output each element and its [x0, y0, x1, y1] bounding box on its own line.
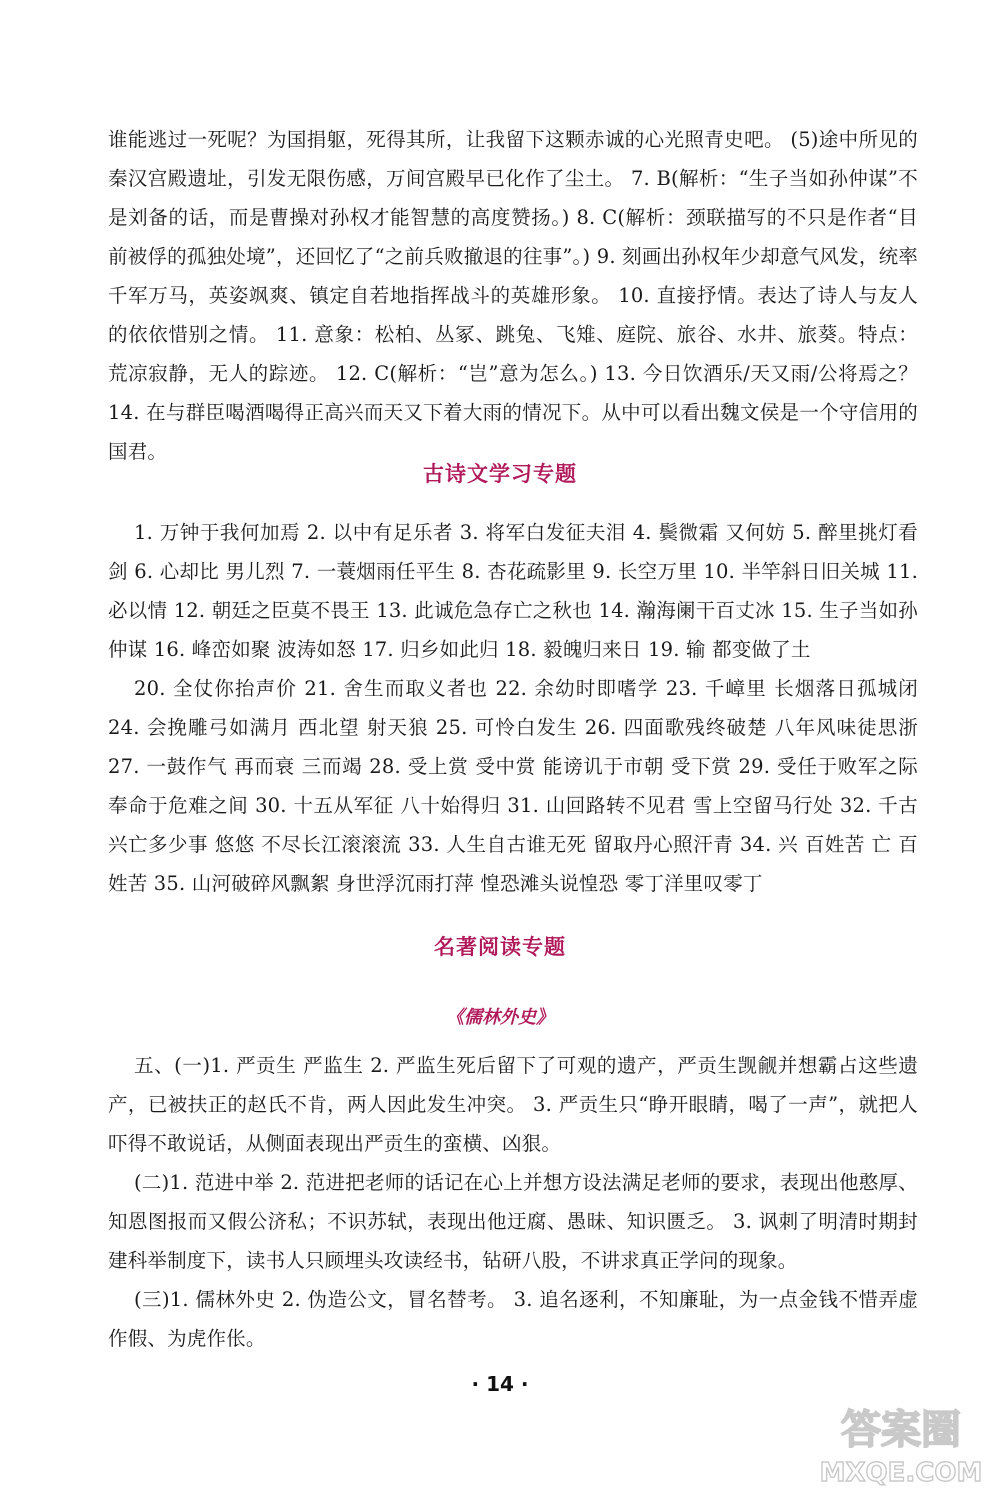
answer-paragraph: (二)1. 范进中举 2. 范进把老师的话记在心上并想方设法满足老师的要求，表现出他憨厚、知恩图报而又假公济私；不识苏轼，表现出他迂腐、愚昧、知识匮乏。 3. 讽刺了明清时期封建科举制度下，读书人只顾埋头攻读经书，钻研八股，不讲求真正学问的现象。 [108, 1171, 918, 1272]
book-title: 《儒林外史》 [446, 1007, 554, 1028]
answer-paragraph: 20. 全仗你抬声价 21. 舍生而取义者也 22. 余幼时即嗜学 23. 千嶂里 长烟落日孤城闭 24. 会挽雕弓如满月 西北望 射天狼 25. 可怜白发生 26. 四面歌残终破楚 八年风味徒思浙 27. 一鼓作气 再而衰 三而竭 28. 受上赏 受中赏 能谤讥于市朝 受下赏 29. 受任于败军之际 奉命于危难之间 30. 十五从军征 八十始得归 31. 山回路转不见君 雪上空留马行处 32. 千古兴亡多少事 悠悠 不尽长江滚滚流 33. 人生自古谁无死 留取丹心照汗青 34. 兴 百姓苦 亡 百姓苦 35. 山河破碎风飘絮 身世浮沉雨打萍 惶恐滩头说惶恐 零丁洋里叹零丁 [108, 677, 918, 895]
page-number: · 14 · [471, 1372, 529, 1396]
section-title-classics-reading: 名著阅读专题 [434, 935, 566, 959]
ancient-poetry-answers [108, 513, 918, 903]
answer-paragraph: 五、(一)1. 严贡生 严监生 2. 严监生死后留下了可观的遗产，严贡生觊觎并想霸占这些遗产，已被扶正的赵氏不肯，两人因此发生冲突。 3. 严贡生只“睁开眼睛，喝了一声”，就把人吓得不敢说话，从侧面表现出严贡生的蛮横、凶狠。 [108, 1054, 918, 1155]
watermark-text: 答案圈 [841, 1407, 961, 1453]
watermark-logo [816, 1401, 986, 1491]
answer-paragraph: 1. 万钟于我何加焉 2. 以中有足乐者 3. 将军白发征夫泪 4. 鬓微霜 又何妨 5. 醉里挑灯看剑 6. 心却比 男儿烈 7. 一蓑烟雨任平生 8. 杏花疏影里 9. 长空万里 10. 半竿斜日旧关城 11. 必以情 12. 朝廷之臣莫不畏王 13. 此诚危急存亡之秋也 14. 瀚海阑干百丈冰 15. 生子当如孙仲谋 16. 峰峦如聚 波涛如怒 17. 归乡如此归 18. 毅魄归来日 19. 输 都变做了土 [108, 521, 918, 661]
answers-continued [108, 120, 918, 471]
classics-answers [108, 1046, 918, 1358]
section-title-ancient-poetry: 古诗文学习专题 [423, 462, 577, 486]
answer-paragraph: (三)1. 儒林外史 2. 伪造公文，冒名替考。 3. 追名逐利，不知廉耻，为一点金钱不惜弄虚作假、为虎作伥。 [108, 1288, 918, 1350]
answer-paragraph: 谁能逃过一死呢？为国捐躯，死得其所，让我留下这颗赤诚的心光照青史吧。 (5)途中所见的秦汉宫殿遗址，引发无限伤感，万间宫殿早已化作了尘土。 7. B(解析：“生子当如孙仲谋”不是刘备的话，而是曹操对孙权才能智慧的高度赞扬。) 8. C(解析：颈联描写的不只是作者“目前被俘的孤独处境”，还回忆了“之前兵败撤退的往事”。) 9. 刻画出孙权年少却意气风发，统率千军万马，英姿飒爽、镇定自若地指挥战斗的英雄形象。 10. 直接抒情。表达了诗人与友人的依依惜别之情。 11. 意象：松柏、丛冢、跳兔、飞雉、庭院、旅谷、水井、旅葵。特点：荒凉寂静，无人的踪迹。 12. C(解析：“岂”意为怎么。) 13. 今日饮酒乐/天又雨/公将焉之？ 14. 在与群臣喝酒喝得正高兴而天又下着大雨的情况下。从中可以看出魏文侯是一个守信用的国君。 [108, 128, 918, 463]
watermark-url: MXQE.COM [819, 1458, 983, 1488]
